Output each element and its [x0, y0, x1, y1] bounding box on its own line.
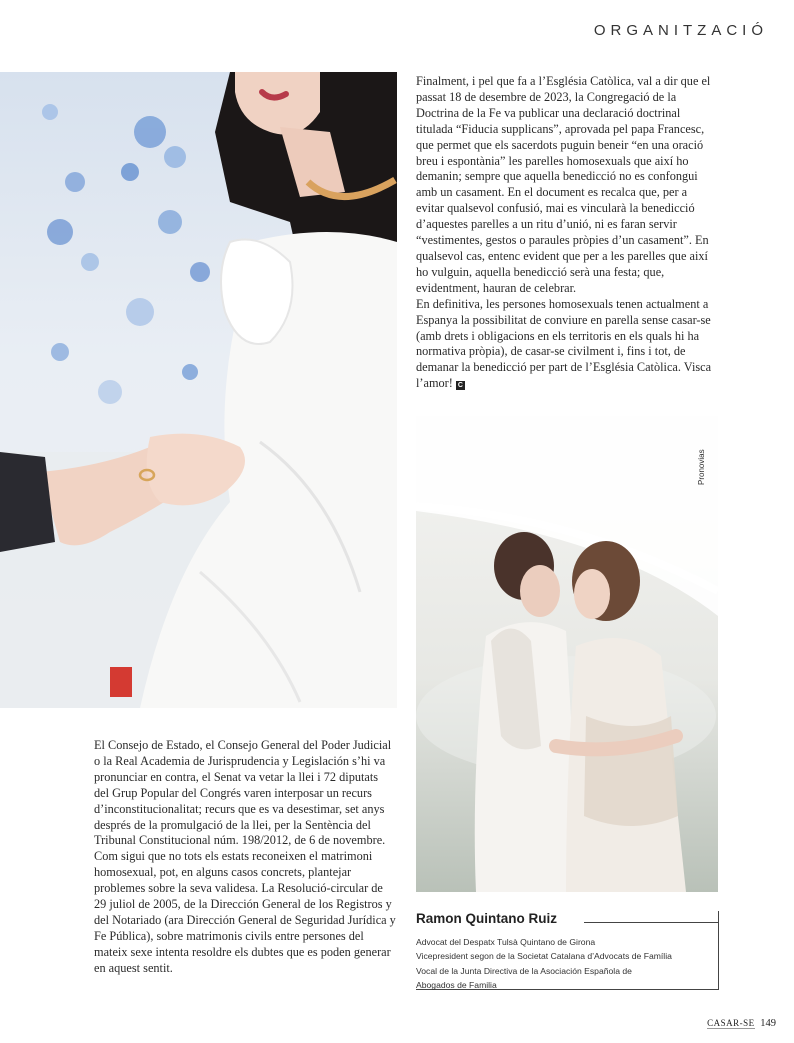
- author-roles: [416, 935, 716, 993]
- divider: [584, 922, 718, 923]
- two-brides-illustration: [416, 416, 718, 892]
- right-column-text: [416, 74, 718, 392]
- author-role: Vicepresident segon de la Societat Catalana d’Advocats de Família: [416, 951, 672, 962]
- left-column-text: [94, 738, 396, 977]
- author-role: Abogados de Familia: [416, 980, 497, 991]
- magazine-brand: CASAR-SE: [707, 1018, 755, 1028]
- page-number: 149: [760, 1018, 776, 1029]
- page-footer: [707, 1018, 776, 1029]
- paragraph: El Consejo de Estado, el Consejo General del Poder Judicial o la Real Academia de Jurisprudencia y Legislación s’hi va pronunciar en contra, el Senat va vetar la llei i 72 diputats del Grup Popular del Congrés varen interposar un recurs d’inconstitucionalitat; recurs que es va desestimar, set anys després de la promulgació de la llei, per la Sentència del Tribunal Constitucional núm. 198/2012, de 6 de novembre.: [94, 738, 392, 848]
- paragraph: Com sigui que no tots els estats reconeixen el matrimoni homosexual, pot, en alguns casos concrets, plantejar problemes sobre la seva validesa. La Resolució-circular de 29 juliol de 2005, de la Dirección General de los Registros y del Notariado (ara Dirección General de Seguridad Jurídica y Fe Pública), sobre matrimonis civils entre persones del mateix sexe intenta resoldre els dubtes que es poden generar en aquest sentit.: [94, 849, 396, 975]
- author-box: [416, 911, 719, 990]
- section-header: ORGANITZACIÓ: [593, 22, 768, 39]
- author-role: Advocat del Despatx Tulsà Quintano de Girona: [416, 937, 596, 947]
- end-mark-icon: C: [457, 382, 463, 390]
- two-brides-photo: [416, 416, 718, 892]
- author-name: Ramon Quintano Ruiz: [416, 911, 557, 926]
- bride-ring-photo: [0, 72, 397, 708]
- paragraph: Finalment, i pel que fa a l’Església Catòlica, val a dir que el passat 18 de desembre de 2023, la Congregació de la Doctrina de la Fe va publicar una declaració doctrinal titulada “Fiducia supplicans”, aprovada pel papa Francesc, que permet que els sacerdots puguin beneir “en una oració breu i espontània” les parelles homosexuals que així ho demanin; sempre que aquella benedicció no es confongui amb un casament. En el document es recalca que, per a evitar qualsevol confusió, mai es vincularà la benedicció d’aquestes parelles a un ritu d’unió, ni es faran servir “vestimentes, gestos o paraules pròpies d’un casament”. En qualsevol cas, entenc evident que per a les parelles que així ho vulguin, aquella benedicció serà una festa; que, evidentment, hauran de celebrar.: [416, 74, 711, 295]
- paragraph-text: En definitiva, les persones homosexuals tenen actualment a Espanya la possibilitat de conviure en parella sense casar-se (amb drets i obligacions en els territoris en els quals hi ha normativa pròpia), de casar-se civilment i, fins i tot, de demanar la benedicció per part de l’Església Catòlica. Visca l’amor!: [416, 296, 712, 391]
- author-role: Vocal de la Junta Directiva de la Asociación Española de: [416, 965, 632, 976]
- paragraph: [416, 297, 718, 392]
- photo-credit: Pronovias: [697, 449, 706, 485]
- bride-ring-illustration: [0, 72, 397, 708]
